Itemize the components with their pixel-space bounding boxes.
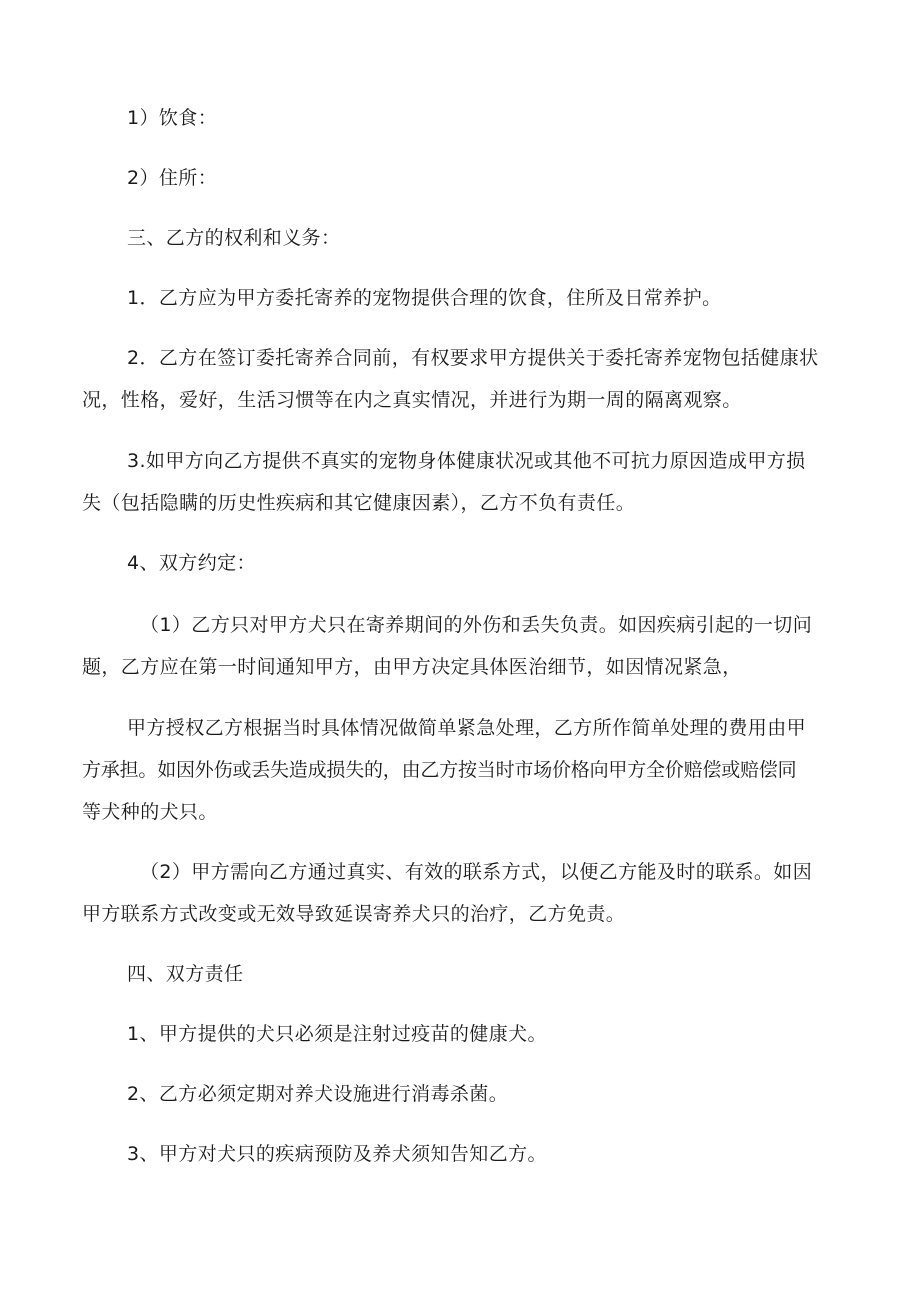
agreement-2-line-2: 甲方联系方式改变或无效导致延误寄养犬只的治疗，乙方免责。 bbox=[82, 903, 626, 925]
clause-1: 1．乙方应为甲方委托寄养的宠物提供合理的饮食，住所及日常养护。 bbox=[127, 287, 722, 309]
line-2-housing: 2）住所： bbox=[127, 167, 218, 189]
line-1-diet: 1）饮食： bbox=[127, 107, 218, 129]
agreement-1-line-1: （1）乙方只对甲方犬只在寄养期间的外伤和丢失负责。如因疾病引起的一切问 bbox=[140, 614, 813, 636]
agreement-1-line-2: 题，乙方应在第一时间通知甲方，由甲方决定具体医治细节，如因情况紧急， bbox=[82, 656, 742, 678]
agreement-1-line-4: 方承担。如因外伤或丢失造成损失的，由乙方按当时市场价格向甲方全价赔偿或赔偿同 bbox=[82, 759, 797, 781]
clause-2-line-1: 2．乙方在签订委托寄养合同前，有权要求甲方提供关于委托寄养宠物包括健康状 bbox=[127, 347, 819, 369]
agreement-1-line-5: 等犬种的犬只。 bbox=[82, 801, 218, 823]
clause-3-line-2: 失（包括隐瞒的历史性疾病和其它健康因素），乙方不负有责任。 bbox=[82, 492, 636, 514]
clause-4-heading: 4、双方约定： bbox=[127, 552, 256, 574]
responsibility-1: 1、甲方提供的犬只必须是注射过疫苗的健康犬。 bbox=[127, 1023, 547, 1045]
section-4-heading: 四、双方责任 bbox=[127, 963, 244, 985]
responsibility-3: 3、甲方对犬只的疾病预防及养犬须知告知乙方。 bbox=[127, 1143, 547, 1165]
clause-3-line-1: 3.如甲方向乙方提供不真实的宠物身体健康状况或其他不可抗力原因造成甲方损 bbox=[127, 450, 806, 472]
clause-2-line-2: 况，性格，爱好，生活习惯等在内之真实情况，并进行为期一周的隔离观察。 bbox=[82, 389, 742, 411]
section-3-heading: 三、乙方的权利和义务： bbox=[127, 227, 341, 249]
responsibility-2: 2、乙方必须定期对养犬设施进行消毒杀菌。 bbox=[127, 1083, 509, 1105]
agreement-2-line-1: （2）甲方需向乙方通过真实、有效的联系方式，以便乙方能及时的联系。如因 bbox=[140, 861, 813, 883]
agreement-1-line-3: 甲方授权乙方根据当时具体情况做简单紧急处理，乙方所作简单处理的费用由甲 bbox=[127, 717, 807, 739]
